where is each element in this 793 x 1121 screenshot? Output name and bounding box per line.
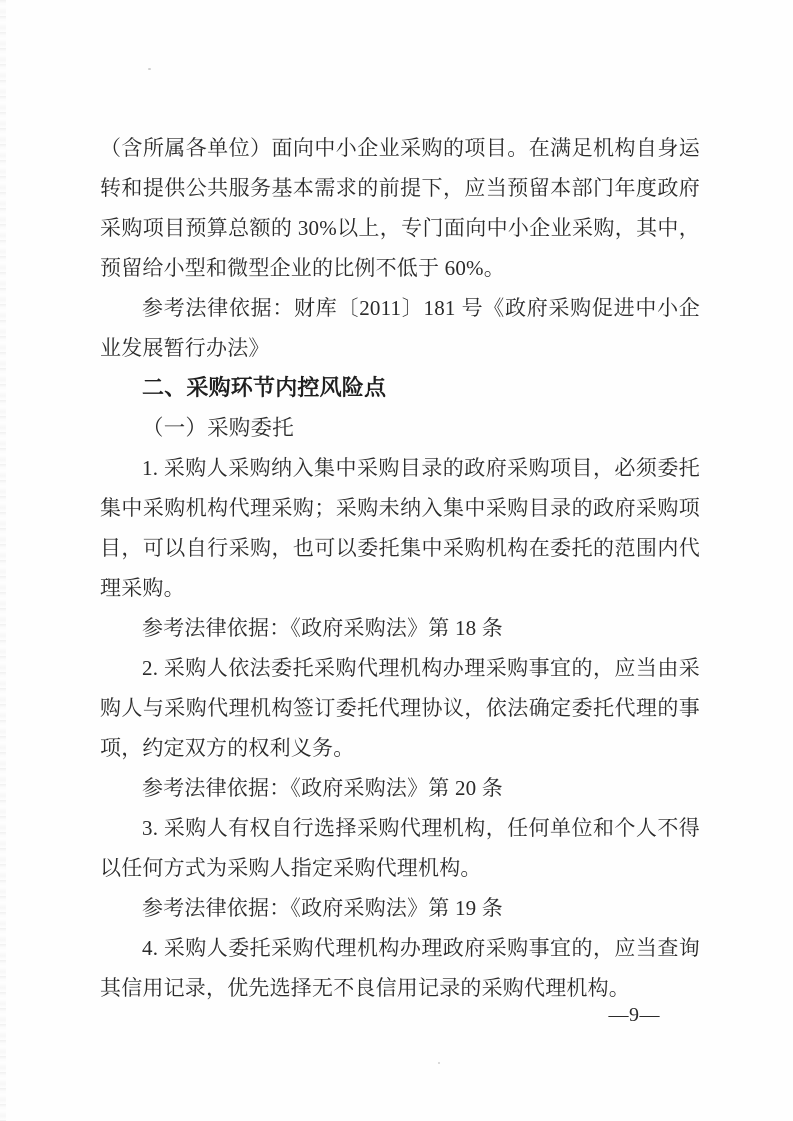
reference-line: 参考法律依据：《政府采购法》第 19 条: [142, 896, 503, 920]
item-line: 集中采购机构代理采购；采购未纳入集中采购目录的政府采购项: [100, 496, 700, 520]
item-line: 购人与采购代理机构签订委托代理协议，依法确定委托代理的事: [100, 696, 700, 720]
item-line: 其信用记录，优先选择无不良信用记录的采购代理机构。: [100, 976, 630, 1000]
body-line: 转和提供公共服务基本需求的前提下，应当预留本部门年度政府: [100, 176, 700, 200]
scan-speck: [438, 1062, 440, 1064]
item-line: 3. 采购人有权自行选择采购代理机构，任何单位和个人不得: [142, 816, 700, 840]
reference-line: 参考法律依据：《政府采购法》第 18 条: [142, 616, 503, 640]
paragraph-numbered-item-3: [100, 808, 700, 888]
subsection-heading: （一）采购委托: [142, 416, 294, 440]
reference-line: 业发展暂行办法》: [100, 336, 270, 360]
paragraph-subsection-heading: [100, 408, 700, 448]
body-line: 预留给小型和微型企业的比例不低于 60%。: [100, 256, 505, 280]
paragraph-body-continuation: [100, 128, 700, 288]
section-heading: 二、采购环节内控风险点: [142, 375, 387, 400]
item-line: 项，约定双方的权利义务。: [100, 736, 355, 760]
paragraph-numbered-item-4: [100, 928, 700, 1008]
page-content: [100, 0, 700, 1008]
paragraph-numbered-item-1: [100, 448, 700, 608]
paragraph-legal-reference: [100, 608, 700, 648]
reference-line: 参考法律依据：财库〔2011〕181 号《政府采购促进中小企: [142, 296, 700, 320]
item-line: 目，可以自行采购，也可以委托集中采购机构在委托的范围内代: [100, 536, 700, 560]
paragraph-legal-reference: [100, 288, 700, 368]
item-line: 以任何方式为采购人指定采购代理机构。: [100, 856, 482, 880]
reference-line: 参考法律依据：《政府采购法》第 20 条: [142, 776, 503, 800]
paragraph-numbered-item-2: [100, 648, 700, 768]
item-line: 1. 采购人采购纳入集中采购目录的政府采购项目，必须委托: [142, 456, 700, 480]
item-line: 理采购。: [100, 576, 185, 600]
paragraph-section-heading: [100, 368, 700, 408]
item-line: 2. 采购人依法委托采购代理机构办理采购事宜的，应当由采: [142, 656, 700, 680]
page-number: —9—: [608, 1004, 660, 1026]
body-line: （含所属各单位）面向中小企业采购的项目。在满足机构自身运: [100, 136, 700, 160]
paragraph-legal-reference: [100, 768, 700, 808]
item-line: 4. 采购人委托采购代理机构办理政府采购事宜的，应当查询: [142, 936, 700, 960]
scan-noise-left-edge: [0, 0, 6, 1121]
body-line: 采购项目预算总额的 30%以上，专门面向中小企业采购，其中，: [100, 216, 700, 240]
paragraph-legal-reference: [100, 888, 700, 928]
